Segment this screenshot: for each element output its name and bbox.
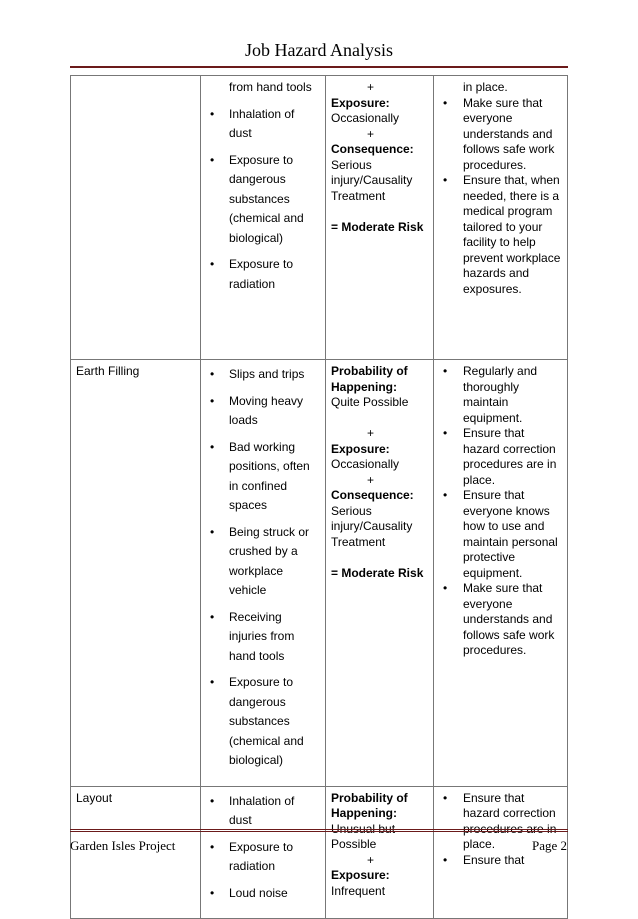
hazard-item: • Bad working positions, often in confined spaces	[210, 439, 310, 512]
hazard-item: • Exposure to dangerous substances (chemical and biological)	[210, 675, 304, 767]
bullet-icon: •	[210, 793, 215, 808]
plus-sign: +	[367, 426, 375, 440]
hazard-analysis-table	[70, 75, 568, 919]
bullet-icon: •	[443, 364, 448, 378]
hazard-item: • Exposure to dangerous substances (chemical and biological)	[210, 152, 304, 245]
consequence-value: Serious injury/Causality Treatment	[331, 157, 413, 203]
exposure-label: Exposure:	[331, 868, 390, 882]
task-name: Layout	[76, 790, 113, 805]
plus-sign: +	[367, 472, 375, 487]
bullet-icon: •	[210, 675, 215, 689]
page-title: Job Hazard Analysis	[245, 40, 393, 60]
hazard-item: • Slips and trips	[206, 365, 320, 385]
risk-cell	[326, 360, 434, 787]
hazard-item: • Exposure to radiation	[210, 839, 294, 873]
bullet-icon: •	[210, 257, 215, 271]
bullet-icon: •	[210, 439, 215, 454]
hazard-item: • Receiving injuries from hand tools	[210, 609, 295, 663]
risk-cell	[326, 786, 434, 919]
hazard-item: • Exposure to radiation	[210, 257, 294, 291]
controls-cell	[434, 76, 568, 360]
hazards-cell	[201, 76, 326, 360]
exposure-value: Infrequent	[331, 883, 386, 898]
hazard-item: • Loud noise	[206, 884, 320, 904]
hazard-item: • Being struck or crushed by a workplace vehicle	[210, 524, 310, 597]
table-row	[71, 360, 568, 787]
bullet-icon: •	[210, 393, 215, 408]
plus-sign: +	[367, 852, 375, 867]
hazard-item: from hand tools	[229, 80, 312, 94]
hazard-item: • Moving heavy loads	[210, 393, 304, 427]
bullet-icon: •	[443, 173, 448, 187]
controls-cell	[434, 360, 568, 787]
exposure-value: Occasionally	[331, 457, 400, 471]
consequence-label: Consequence:	[331, 142, 414, 156]
hazards-cell	[201, 786, 326, 919]
task-cell	[71, 76, 201, 360]
hazard-item: • Inhalation of dust	[210, 106, 295, 140]
probability-label: Probability of Happening:	[331, 790, 408, 820]
bullet-icon: •	[210, 839, 215, 854]
bullet-icon: •	[443, 426, 448, 440]
control-item: • Make sure that everyone understands and follows safe work procedures.	[443, 581, 555, 657]
exposure-value: Occasionally	[331, 111, 400, 125]
footer-project-name: Garden Isles Project	[70, 838, 176, 853]
plus-sign: +	[367, 126, 375, 141]
hazards-cell	[201, 360, 326, 787]
control-item: • Ensure that everyone knows how to use and maintain personal protective equipment.	[443, 488, 558, 580]
bullet-icon: •	[210, 524, 215, 539]
bullet-icon: •	[210, 106, 215, 121]
plus-sign: +	[367, 80, 375, 94]
probability-value: Unusual but Possible	[331, 821, 396, 851]
control-item: • Ensure that, when needed, there is a medical program tailored to your facility to help prevent workplace hazards and exposures.	[443, 173, 561, 296]
bullet-icon: •	[443, 581, 448, 595]
control-item: • Make sure that everyone understands and follows safe work procedures.	[443, 95, 555, 172]
exposure-label: Exposure:	[331, 441, 390, 456]
bullet-icon: •	[443, 852, 448, 867]
table-row	[71, 76, 568, 360]
consequence-value: Serious injury/Causality Treatment	[331, 503, 413, 549]
control-item: • Ensure that hazard correction procedures are in place.	[443, 790, 557, 851]
control-item: • Ensure that hazard correction procedures are in place.	[443, 426, 557, 487]
bullet-icon: •	[443, 95, 448, 110]
page-number: Page 2	[531, 838, 567, 853]
control-item: • Ensure that	[443, 852, 525, 867]
risk-rating: = Moderate Risk	[331, 565, 424, 580]
bullet-icon: •	[443, 488, 448, 502]
bullet-icon: •	[210, 885, 215, 900]
footer-divider	[70, 829, 568, 832]
risk-cell	[326, 76, 434, 360]
hazard-item: • Inhalation of dust	[210, 793, 295, 827]
bullet-icon: •	[210, 609, 215, 624]
control-item: in place.	[463, 80, 508, 94]
exposure-label: Exposure:	[331, 95, 390, 110]
header-divider	[70, 66, 568, 68]
probability-value: Quite Possible	[331, 395, 409, 409]
bullet-icon: •	[443, 790, 448, 805]
bullet-icon: •	[210, 152, 215, 167]
task-cell	[71, 360, 201, 787]
probability-label: Probability of Happening:	[331, 364, 408, 394]
task-name: Earth Filling	[76, 364, 140, 378]
risk-rating: = Moderate Risk	[331, 219, 424, 234]
consequence-label: Consequence:	[331, 488, 414, 502]
control-item: • Regularly and thoroughly maintain equipment.	[443, 364, 538, 425]
bullet-icon: •	[210, 367, 215, 381]
